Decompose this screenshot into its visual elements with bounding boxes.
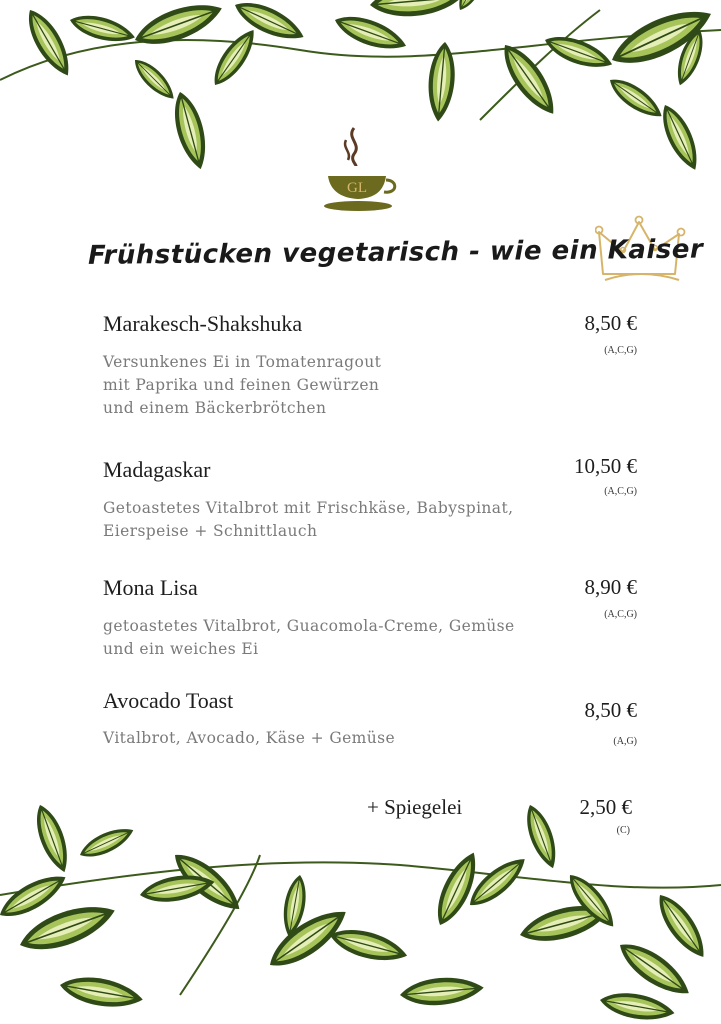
logo-initials: GL	[347, 180, 367, 196]
menu-item-price: 8,50 €	[584, 311, 637, 335]
menu-item-price: 8,50 €	[584, 698, 637, 722]
menu-item-name: Madagaskar	[103, 457, 211, 482]
menu-item-description	[103, 727, 395, 750]
description-line: Eierspeise + Schnittlauch	[103, 522, 318, 540]
extra-item-price: 2,50 €	[579, 795, 632, 819]
menu-item-description	[103, 615, 515, 661]
allergen-codes: (A,G)	[613, 736, 637, 747]
menu-title: Frühstücken vegetarisch - wie ein Kaiser	[87, 234, 704, 271]
description-line: Versunkenes Ei in Tomatenragout	[103, 353, 382, 371]
menu-item-description	[103, 351, 381, 420]
description-line: und ein weiches Ei	[103, 640, 259, 658]
allergen-codes: (A,C,G)	[604, 486, 637, 497]
coffee-cup-icon	[320, 122, 400, 214]
menu-item-name: Avocado Toast	[103, 688, 234, 713]
description-line: und einem Bäckerbrötchen	[103, 399, 327, 417]
leaf-garland-bottom	[0, 795, 721, 1024]
menu-item-price: 10,50 €	[574, 454, 637, 478]
menu-item-name: Marakesch-Shakshuka	[103, 311, 303, 336]
menu-item-description	[103, 497, 513, 543]
cafe-logo	[320, 122, 400, 214]
description-line: Vitalbrot, Avocado, Käse + Gemüse	[103, 729, 396, 747]
description-line: getoastetes Vitalbrot, Guacomola-Creme, Gemüse	[103, 617, 515, 635]
description-line: mit Paprika und feinen Gewürzen	[103, 376, 380, 394]
extra-item-name: + Spiegelei	[367, 795, 463, 819]
menu-item-name: Mona Lisa	[103, 575, 198, 600]
allergen-codes: (C)	[616, 825, 630, 836]
allergen-codes: (A,C,G)	[604, 345, 637, 356]
allergen-codes: (A,C,G)	[604, 609, 637, 620]
menu-item-price: 8,90 €	[584, 575, 637, 599]
description-line: Getoastetes Vitalbrot mit Frischkäse, Babyspinat,	[103, 499, 514, 517]
